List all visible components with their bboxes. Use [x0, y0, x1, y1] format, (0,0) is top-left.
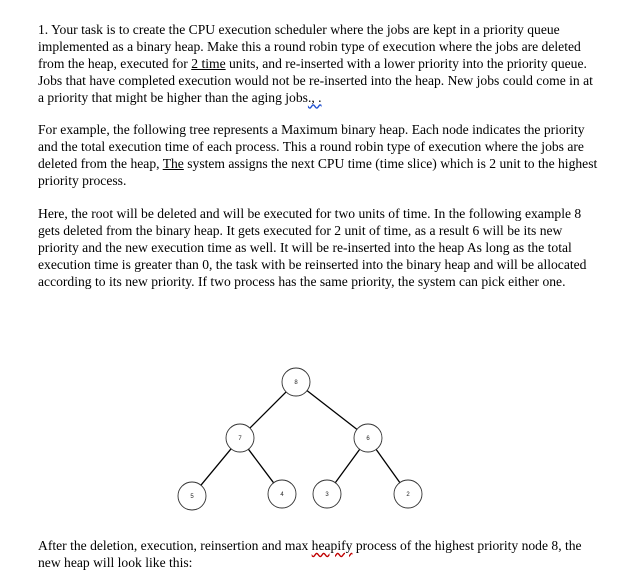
task-text-1: 1. Your task is to create the CPU execution scheduler where the jobs are kept in a priority queue implemented as a binary heap. Make this a round robin type of execution where the jobs are deleted from the heap, executed for	[38, 22, 581, 71]
heap-node-label: 7	[238, 436, 242, 442]
after-text-2: process of the highest priority node 8, the new heap will look like this:	[38, 538, 582, 570]
heap-node-5	[178, 482, 206, 510]
heap-node-label: 3	[325, 492, 329, 498]
heap-node-label: 5	[190, 494, 194, 500]
tree-edge	[335, 449, 359, 482]
heap-node-3	[313, 480, 341, 508]
example-text-2: system assigns the next CPU time (time slice) which is 2 unit to the highest priority process.	[38, 155, 598, 188]
example-text-1: For example, the following tree represents a Maximum binary heap. Each node indicates the priority and the total execution time of each process. This a round robin type of execution where the jobs are deleted from the heap,	[38, 122, 585, 171]
heapify-word: heapify	[311, 538, 353, 553]
tree-edge	[307, 391, 357, 430]
heap-node-label: 2	[406, 492, 410, 498]
heap-node-6	[354, 424, 382, 452]
heap-node-8	[282, 368, 310, 396]
heap-node-7	[226, 424, 254, 452]
tree-edge	[248, 449, 273, 483]
after-deletion-paragraph	[38, 538, 598, 572]
trailing-ellipsis: ., .	[307, 89, 322, 105]
heap-node-label: 6	[366, 436, 370, 442]
tree-edge	[201, 449, 231, 485]
tree-edge	[250, 392, 286, 428]
heap-node-label: 4	[280, 492, 284, 498]
the-underlined-word: The	[162, 155, 184, 171]
heap-node-4	[268, 480, 296, 508]
heap-node-label: 8	[294, 380, 298, 386]
after-text-1: After the deletion, execution, reinsertion and max	[38, 538, 312, 553]
heap-node-2	[394, 480, 422, 508]
explanation-paragraph: Here, the root will be deleted and will be executed for two units of time. In the following example 8 gets deleted from the binary heap. It gets executed for 2 unit of time, as a result 6 will be its new priority and the new execution time as well. It will be re-inserted into the heap As long as the total execution time is greater than 0, the task with be reinserted into the binary heap and will be allocated according to its new priority. If two process has the same priority, the system can pick either one.	[38, 206, 587, 289]
time-units-link[interactable]: 2 time	[191, 55, 226, 71]
task-text-2: units, and re-inserted with a lower priority into the priority queue. Jobs that have completed execution would not be re-inserted into the heap. New jobs could come in at a priority that might be higher than the aging jobs	[38, 55, 593, 105]
tree-edge	[376, 449, 400, 482]
